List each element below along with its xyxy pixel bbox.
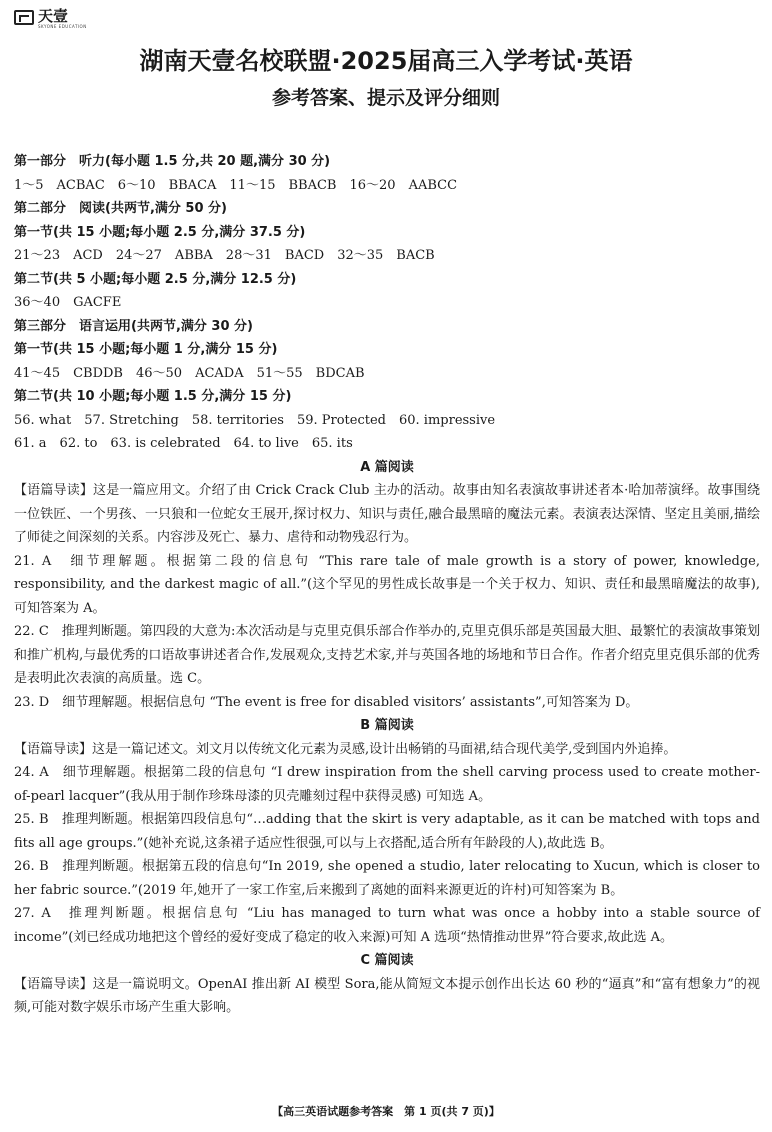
part3-section1-answers: 41～45 CBDDB 46～50 ACADA 51～55 BDCAB bbox=[14, 365, 365, 381]
publisher-logo bbox=[14, 8, 87, 29]
section-b-intro: 【语篇导读】这是一篇记述文。刘文月以传统文化元素为灵感,设计出畅销的马面裙,结合现代美学,受到国内外追捧。 bbox=[14, 741, 677, 757]
page-footer: 【高三英语试题参考答案 第 1 页(共 7 页)】 bbox=[272, 1105, 500, 1118]
part1-heading: 第一部分 听力(每小题 1.5 分,共 20 题,满分 30 分) bbox=[14, 154, 331, 169]
question-27-explanation: 27. A 推理判断题。根据信息句 “Liu has managed to turn what was once a hobby into a stable source of income”(刘已经成功地把这个曾经的爱好变成了稳定的收入来源)可知 A 选项“热情推动世界”符合要求,故此选 A。 bbox=[14, 906, 760, 945]
question-22-explanation: 22. C 推理判断题。第四段的大意为:本次活动是与克里克俱乐部合作举办的,克里克俱乐部是英国最大胆、最繁忙的表演故事策划和推广机构,与最优秀的口语故事讲述者合作,发展观众,支持艺术家,并与英国各地的场地和节日合作。作者介绍克里克俱乐部的优秀是表明此次表演的高质量。选 C。 bbox=[14, 624, 760, 686]
logo-name: 天壹 bbox=[38, 7, 69, 25]
logo-icon bbox=[14, 10, 34, 25]
section-a-heading: A 篇阅读 bbox=[360, 459, 414, 475]
question-23-explanation: 23. D 细节理解题。根据信息句 “The event is free for disabled visitors’ assistants”,可知答案为 D。 bbox=[14, 694, 639, 710]
logo-subtext: SKYONE EDUCATION bbox=[38, 24, 87, 29]
part1-answers: 1～5 ACBAC 6～10 BBACA 11～15 BBACB 16～20 AABCC bbox=[14, 177, 458, 193]
section-b-heading: B 篇阅读 bbox=[360, 718, 414, 733]
question-26-explanation: 26. B 推理判断题。根据第五段的信息句“In 2019, she opened a studio, later relocating to Xucun, which is closer to her fabric source.”(2019 年,她开了一家工作室,后来搬到了离她的面料来源更近的许村)可知答案为 B。 bbox=[14, 859, 760, 898]
section-a-intro: 【语篇导读】这是一篇应用文。介绍了由 Crick Crack Club 主办的活动。故事由知名表演故事讲述者本·哈加蒂演绎。故事围绕一位铁匠、一个男孩、一只狼和一位蛇女王展开,探讨权力、知识与责任,融合最黑暗的魔法元素。表演表达深情、坚定且美丽,描绘了师徒之间深刻的关系。内容涉及死亡、暴力、虐待和动物残忍行为。 bbox=[14, 483, 760, 545]
document-subtitle: 参考答案、提示及评分细则 bbox=[271, 87, 500, 109]
question-21-explanation: 21. A 细节理解题。根据第二段的信息句 “This rare tale of male growth is a story of power, knowledge, responsibility, and the darkest magic of all.”(这个罕见的男性成长故事是一个关于权力、知识、责任和最黑暗魔法的故事),可知答案为 A。 bbox=[14, 553, 760, 616]
question-25-explanation: 25. B 推理判断题。根据第四段信息句“…adding that the skirt is very adaptable, as it can be matched with tops and fits all age groups.”(她补充说,这条裙子适应性很强,可以与上衣搭配,适合所有年龄段的人),故此选 B。 bbox=[14, 812, 760, 851]
section-c-heading: C 篇阅读 bbox=[360, 953, 414, 968]
document-body bbox=[14, 150, 760, 1020]
part2-section1-heading: 第一节(共 15 小题;每小题 2.5 分,满分 37.5 分) bbox=[14, 224, 306, 240]
part2-heading: 第二部分 阅读(共两节,满分 50 分) bbox=[14, 201, 227, 216]
part3-section2-answers-row2: 61. a 62. to 63. is celebrated 64. to live 65. its bbox=[14, 436, 353, 451]
part3-section1-heading: 第一节(共 15 小题;每小题 1 分,满分 15 分) bbox=[14, 342, 278, 357]
question-24-explanation: 24. A 细节理解题。根据第二段的信息句 “I drew inspiration from the shell carving process used to create mother-of-pearl lacquer”(我从用于制作珍珠母漆的贝壳雕刻过程中获得灵感) 可知选 A。 bbox=[14, 765, 760, 804]
part3-section2-answers-row1: 56. what 57. Stretching 58. territories 59. Protected 60. impressive bbox=[14, 412, 496, 428]
document-title: 湖南天壹名校联盟·2025届高三入学考试·英语 bbox=[139, 47, 633, 75]
part3-heading: 第三部分 语言运用(共两节,满分 30 分) bbox=[14, 318, 253, 334]
part2-section2-answers: 36～40 GACFE bbox=[14, 295, 122, 310]
part2-section2-heading: 第二节(共 5 小题;每小题 2.5 分,满分 12.5 分) bbox=[14, 271, 297, 287]
part3-section2-heading: 第二节(共 10 小题;每小题 1.5 分,满分 15 分) bbox=[14, 389, 292, 404]
section-c-intro: 【语篇导读】这是一篇说明文。OpenAI 推出新 AI 模型 Sora,能从简短文本提示创作出长达 60 秒的“逼真”和“富有想象力”的视频,可能对数字娱乐市场产生重大影响。 bbox=[14, 976, 760, 1015]
part2-section1-answers: 21～23 ACD 24～27 ABBA 28～31 BACD 32～35 BACB bbox=[14, 248, 435, 263]
